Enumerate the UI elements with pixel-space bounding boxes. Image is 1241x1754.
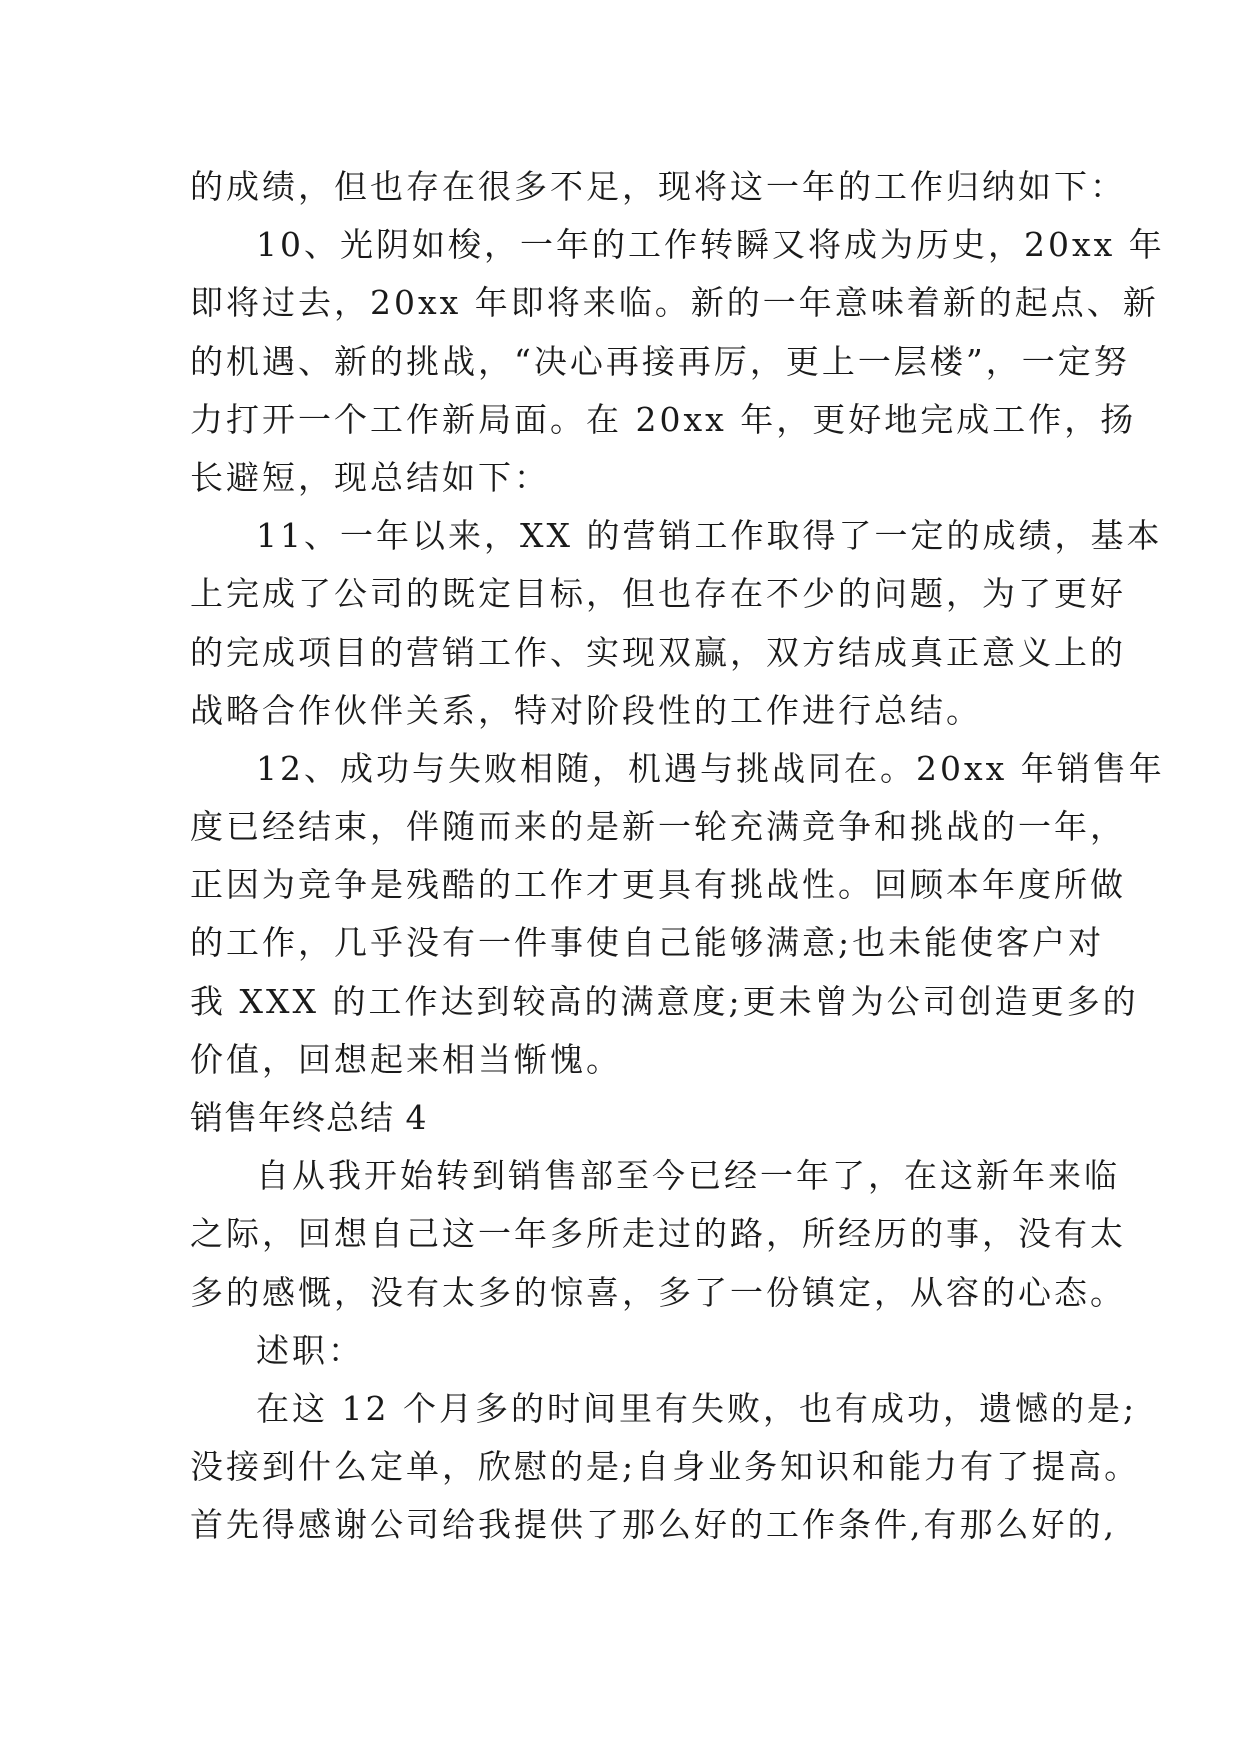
text-line: 没接到什么定单，欣慰的是;自身业务知识和能力有了提高。	[190, 1447, 1141, 1487]
text-line: 的机遇、新的挑战，“决心再接再厉，更上一层楼”，一定努	[190, 341, 1130, 381]
text-line: 长避短，现总结如下：	[190, 457, 550, 497]
section-heading: 销售年终总结 4	[190, 1098, 428, 1137]
text-line: 之际，回想自己这一年多所走过的路，所经历的事，没有太	[190, 1214, 1126, 1254]
text-line: 力打开一个工作新局面。在 20xx 年，更好地完成工作，扬	[190, 399, 1137, 439]
text-line: 我 XXX 的工作达到较高的满意度;更未曾为公司创造更多的	[190, 981, 1139, 1021]
text-line: 10、光阴如梭，一年的工作转瞬又将成为历史，20xx 年	[256, 225, 1165, 265]
text-line: 的成绩，但也存在很多不足，现将这一年的工作归纳如下：	[190, 167, 1126, 206]
text-line: 价值，回想起来相当惭愧。	[190, 1039, 622, 1079]
text-line: 即将过去，20xx 年即将来临。新的一年意味着新的起点、新	[190, 283, 1159, 323]
text-line: 12、成功与失败相随，机遇与挑战同在。20xx 年销售年	[256, 748, 1165, 788]
text-line: 述职：	[256, 1330, 364, 1370]
document-body	[190, 158, 1165, 1555]
text-line: 战略合作伙伴关系，特对阶段性的工作进行总结。	[190, 690, 982, 730]
text-line: 上完成了公司的既定目标，但也存在不少的问题，为了更好	[190, 574, 1126, 614]
text-line: 在这 12 个月多的时间里有失败，也有成功，遗憾的是;	[256, 1388, 1138, 1428]
text-line: 正因为竞争是残酷的工作才更具有挑战性。回顾本年度所做	[190, 865, 1126, 905]
text-line: 的工作，几乎没有一件事使自己能够满意;也未能使客户对	[190, 923, 1105, 963]
text-line: 的完成项目的营销工作、实现双赢，双方结成真正意义上的	[190, 632, 1126, 672]
text-line: 首先得感谢公司给我提供了那么好的工作条件,有那么好的,	[190, 1505, 1117, 1545]
text-line: 自从我开始转到销售部至今已经一年了，在这新年来临	[256, 1156, 1120, 1196]
text-line: 11、一年以来，XX 的营销工作取得了一定的成绩，基本	[256, 516, 1163, 556]
text-line: 多的感慨，没有太多的惊喜，多了一份镇定，从容的心态。	[190, 1272, 1126, 1312]
text-line: 度已经结束，伴随而来的是新一轮充满竞争和挑战的一年，	[190, 807, 1126, 847]
